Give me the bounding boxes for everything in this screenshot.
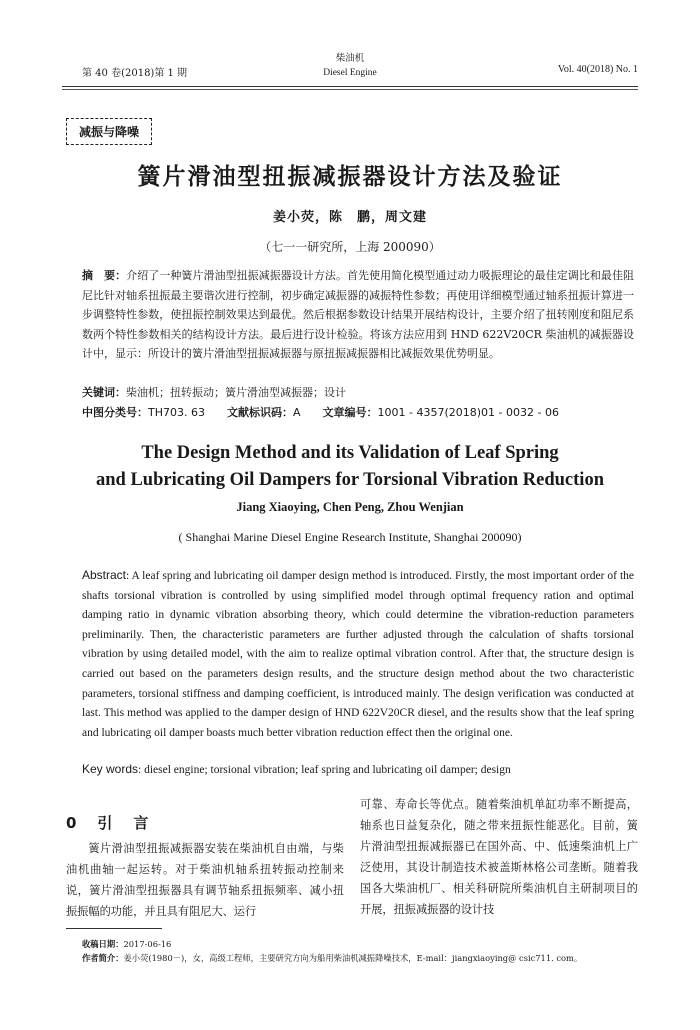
header-divider bbox=[62, 86, 638, 87]
authors-cn: 姜小荧，陈 鹏，周文建 bbox=[272, 210, 427, 225]
abstract-cn-text: 介绍了一种簧片滑油型扭振减振器设计方法。首先使用简化模型通过动力吸振理论的最佳定调比和最佳阻尼比针对轴系扭振最主要谐次进行控制，初步确定减振器的减振特性参数；再使用详细模型通过轴系扭振计算进一步调整特性参数，使扭振控制效果达到最优。然后根据参数设计结果开展结构设计，主要介绍了扭转刚度和阻尼系数两个特性参数相关的结构设计方法。最后进行设计检验。将该方法应用到 HND 622V20CR 柴油机的减振器设计中，显示：所设计的簧片滑油型扭振减振器与原扭振减振器相比减振效果优势明显。 bbox=[82, 269, 635, 361]
author-bio-text: 姜小荧(1980－)，女，高级工程师，主要研究方向为船用柴油机减振降噪技术，E-mail：jiangxiaoying@ csic711. com。 bbox=[123, 953, 583, 963]
footnote-author-bio bbox=[82, 952, 642, 964]
body-column-right: 可靠、寿命长等优点。随着柴油机单缸功率不断提高，轴系也日益复杂化，随之带来扭振性能恶化。目前，簧片滑油型扭振减振器已在国外高、中、低速柴油机上广泛使用，其设计制造技术被盖斯林格公司垄断。随着我国各大柴油机厂、相关科研院所柴油机自主研制项目的开展，扭振减振器的设计技 bbox=[360, 798, 638, 916]
abstract-en-label: Abstract bbox=[82, 568, 127, 582]
keywords-cn-label: 关键词： bbox=[82, 386, 126, 399]
footnote-divider bbox=[66, 928, 162, 929]
body-column-left: 簧片滑油型扭振减振器安装在柴油机自由端，与柴油机曲轴一起运转。对于柴油机轴系扭转振动控制来说，簧片滑油型扭振器具有调节轴系扭振频率、减小扭振振幅的功能，并且具有阻尼大、运行 bbox=[66, 842, 344, 918]
affiliation-en: ( Shanghai Marine Diesel Engine Research Institute, Shanghai 200090) bbox=[178, 530, 522, 544]
doc-code-value: A bbox=[292, 406, 301, 419]
abstract-en-sep: : bbox=[126, 570, 132, 582]
article-number-label: 文章编号： bbox=[322, 406, 378, 419]
clc-value: TH703. 63 bbox=[148, 406, 205, 419]
doc-code-label: 文献标识码： bbox=[226, 406, 293, 419]
abstract-en bbox=[82, 566, 634, 743]
keywords-en-text: diesel engine; torsional vibration; leaf spring and lubricating oil damper; design bbox=[144, 764, 511, 776]
section-category-tag: 减振与降噪 bbox=[66, 118, 152, 145]
header-volume-issue-cn: 第 40 卷(2018)第 1 期 bbox=[82, 68, 188, 79]
article-number-value: 1001 - 4357(2018)01 - 0032 - 06 bbox=[377, 406, 559, 419]
clc-label: 中图分类号： bbox=[82, 406, 148, 419]
keywords-cn-text: 柴油机；扭转振动；簧片滑油型减振器；设计 bbox=[126, 386, 346, 399]
header-divider-thin bbox=[62, 89, 638, 90]
paper-title-cn: 簧片滑油型扭振减振器设计方法及验证 bbox=[137, 163, 563, 190]
keywords-cn bbox=[82, 384, 634, 400]
affiliation-cn: （七一一研究所，上海 200090） bbox=[259, 240, 441, 254]
received-date: 2017-06-16 bbox=[123, 939, 172, 949]
paper-title-en-line2: and Lubricating Oil Dampers for Torsional Vibration Reduction bbox=[96, 470, 604, 490]
abstract-en-text: A leaf spring and lubricating oil damper design method is introduced. Firstly, the most important order of the shafts torsional vibration is controlled by using simplified model through optimal frequency ration and optimal damping ratio in dynamic vibration absorbing theory, which could determine the vibration-reduction parameters preliminarily. Then, the characteristic parameters are further adjusted through the calculation of shafts torsional vibration by using detailed model, with the aim to realize optimal vibration control. After that, the structure design is carried out based on the parameters design results, and the structure design method about the two characteristic parameters, torsional stiffness and damping coefficient, is introduced mainly. The design verification was conducted at last. This method was applied to the damper design of HND 622V20CR diesel, and the results show that the leaf spring and lubricating oil damper boasts much better vibration reduction effect then the original one. bbox=[82, 570, 634, 739]
footnote-received bbox=[82, 938, 642, 950]
keywords-en-sep: : bbox=[138, 764, 145, 776]
header-volume-issue-en: Vol. 40(2018) No. 1 bbox=[557, 64, 638, 75]
keywords-en-label: Key words bbox=[82, 762, 139, 776]
paper-title-en-line1: The Design Method and its Validation of Leaf Spring bbox=[141, 443, 559, 463]
authors-en: Jiang Xiaoying, Chen Peng, Zhou Wenjian bbox=[236, 500, 464, 514]
received-label: 收稿日期： bbox=[82, 939, 124, 949]
paper-title-en bbox=[0, 440, 700, 494]
header-journal-en: Diesel Engine bbox=[323, 68, 377, 78]
abstract-cn bbox=[82, 266, 634, 364]
author-bio-label: 作者简介： bbox=[82, 953, 124, 963]
keywords-en bbox=[82, 762, 634, 776]
abstract-cn-label: 摘 要： bbox=[82, 269, 127, 282]
classification-line bbox=[82, 404, 642, 420]
section-heading-introduction: 0 引 言 bbox=[66, 814, 152, 832]
header-journal-cn: 柴油机 bbox=[335, 53, 365, 64]
